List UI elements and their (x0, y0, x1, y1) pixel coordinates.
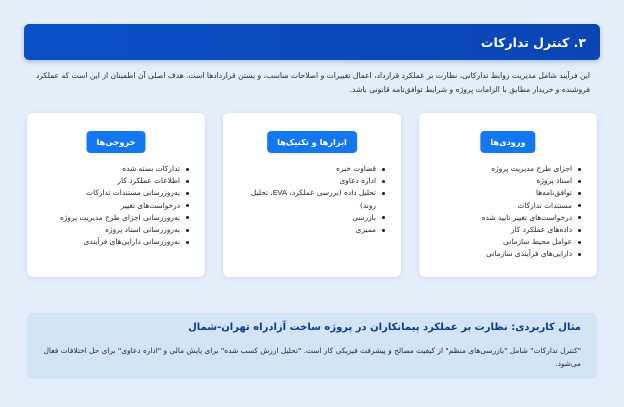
list-item: قضاوت خبره (233, 163, 385, 175)
inputs-card (419, 113, 597, 277)
list-item: به‌روزرسانی دارایی‌های فرآیندی (37, 236, 189, 248)
tools-list (233, 163, 385, 236)
intro-paragraph: این فرآیند شامل مدیریت روابط تدارکاتی، نظارت بر عملکرد قرارداد، اعمال تغییرات و اصلاحات مناسب، و بستن قراردادها است. هدف اصلی آن اطمینان از این است که عملکرد فروشنده و خریدار مطابق با الزامات پروژه و شرایط توافق‌نامه قانونی باشد. (35, 71, 590, 94)
example-box (27, 313, 597, 379)
outputs-title: خروجی‌ها (86, 131, 145, 153)
list-item: درخواست‌های تغییر تایید شده (429, 212, 581, 224)
list-item: توافق‌نامه‌ها (429, 187, 581, 199)
list-item: اطلاعات عملکرد کار (37, 175, 189, 187)
list-item: به‌روزرسانی اجزای طرح مدیریت پروژه (37, 212, 189, 224)
list-item: داده‌های عملکرد کار (429, 224, 581, 236)
outputs-card (27, 113, 205, 277)
list-item: بازرسی (233, 212, 385, 224)
list-item: اجزای طرح مدیریت پروژه (429, 163, 581, 175)
list-item: عوامل محیط سازمانی (429, 236, 581, 248)
list-item: تدارکات بسته شده (37, 163, 189, 175)
inputs-title: ورودی‌ها (480, 131, 535, 153)
inputs-list (429, 163, 581, 261)
list-item: دارایی‌های فرآیندی سازمانی (429, 248, 581, 260)
list-item: مستندات تدارکات (429, 200, 581, 212)
list-item: به‌روزرسانی اسناد پروژه (37, 224, 189, 236)
list-item: اسناد پروژه (429, 175, 581, 187)
process-cards (27, 113, 597, 277)
tools-card (223, 113, 401, 277)
section-header (24, 24, 600, 60)
example-title: مثال کاربردی: نظارت بر عملکرد پیمانکاران در پروژه ساخت آزادراه تهران-شمال (188, 322, 581, 333)
list-item: به‌روزرسانی مستندات تدارکات (37, 187, 189, 199)
example-body: "کنترل تدارکات" شامل "بازرسی‌های منظم" از کیفیت مصالح و پیشرفت فیزیکی کار است. "تحلیل ارزش کسب شده" برای پایش مالی و "اداره دعاوی" برای حل اختلافات فعال می‌شود. (43, 346, 581, 368)
section-title: ۳. کنترل تدارکات (480, 34, 586, 50)
tools-title: ابزارها و تکنیک‌ها (267, 131, 357, 153)
outputs-list (37, 163, 189, 248)
list-item: ممیزی (233, 224, 385, 236)
list-item: درخواست‌های تغییر (37, 200, 189, 212)
list-item: تحلیل داده (بررسی عملکرد، EVA، تحلیل روند) (233, 187, 385, 211)
list-item: اداره دعاوی (233, 175, 385, 187)
